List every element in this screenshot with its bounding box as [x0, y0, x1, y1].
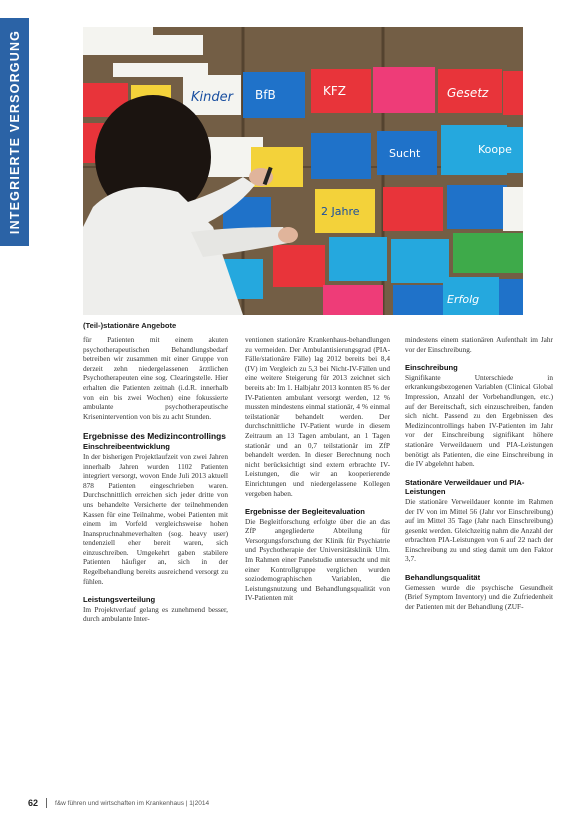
intro-paragraph: für Patienten mit einem akuten psychotherapeutischen Behandlungsbedarf betreiben wir zusammen mit einer Gruppe von derzeit zehn niedergelassenen ärztlichen Psychotherapeuten eine sog. Clearingstelle. Hier erhalten die Patienten zeitnah (i.d.R. innerhalb von ein bis zwei Wochen) eine fokussierte ambulante psychotherapeutische Krisenintervention von bis zu acht Stunden. — [83, 335, 228, 421]
note-koope: Koope — [478, 143, 512, 156]
heading-enrollment: Einschreibeentwicklung — [83, 442, 170, 452]
distribution-paragraph: Im Projektverlauf gelang es zunehmend besser, durch ambulante Inter- — [83, 604, 228, 624]
heading-results: Ergebnisse des Medizincontrollings — [83, 431, 226, 442]
svg-text:BfB — [255, 88, 276, 102]
photo-illustration — [83, 27, 523, 315]
note-sucht: Sucht — [389, 147, 421, 160]
footer-publication: f&w führen und wirtschaften im Krankenhaus | 1|2014 — [55, 799, 210, 807]
svg-text:Gesetz — [447, 86, 489, 100]
svg-text:2 Jahre — [321, 205, 360, 218]
page-number: 62 — [28, 798, 39, 808]
heading-einschreibung: Einschreibung — [405, 363, 458, 373]
ambulant-paragraph: ventionen stationäre Krankenhaus-behandlungen zu vermeiden. Der Ambulantisierungsgrad (PIA-Fälle/stationäre Fälle) lag 2012 bereits bei 8,4 (IV) im Vergleich zu 5,3 bei Nicht-IV-Fällen und eine weitere Steigerung für 2013 zeichnet sich bereits ab: Im 1. Halbjahr 2013 konnten 85 % der IV-Patienten ambulant versorgt werden, 12 % mussten mindestens einmal stationär, 4 % einmal teilstationär behandelt werden. Der durchschnittliche IV-Patient wurde in diesem Zeitraum an 13 Tagen ambulant, an 1 Tagen stationär und an 0,7 teilstationär im ZfP behandelt werden. In dieser Berechnung noch nicht berücksichtigt sind extern erbrachte IV-Leistungen, die wir an kooperierende Einrichtungen und niedergelassene Kollegen vergeben haben. — [245, 335, 390, 498]
evaluation-paragraph: Die Begleitforschung erfolgte über die an das ZfP angegliederte Abteilung für Versorgungsforschung der Klinik für Psychiatrie und Psychotherapie der Universitätsklinik Ulm. Im Rahmen einer Panelstudie untersucht und mit einer Kontrollgruppe verglichen wurden soziodemographischen Variablen, die Leistungsnutzung und Behandlungsqualität von IV-Patienten mit — [245, 516, 390, 603]
heading-verweildauer: Stationäre Verweildauer und PIA-Leistungen — [405, 477, 525, 497]
column-2 — [245, 335, 390, 603]
article-photo — [83, 27, 523, 315]
heading-distribution: Leistungsverteilung — [83, 595, 156, 605]
footer-separator — [46, 798, 47, 808]
note-erfolg: Erfolg — [447, 293, 480, 306]
svg-text:Kinder — [191, 90, 235, 105]
note-kfz: KFZ — [323, 84, 346, 98]
column-3 — [405, 335, 553, 611]
note-2-jahre: 2 Jahre — [321, 205, 360, 218]
section-tab — [0, 18, 29, 246]
heading-behandlungsqualitaet: Behandlungsqualität — [405, 573, 481, 583]
enrollment-paragraph: In der bisherigen Projektlaufzeit von zwei Jahren innerhalb Jahren wurden 1102 Patienten integriert versorgt, wovon Ende Juli 2013 aktuell 878 Patienten eingeschrieben waren. Durchschnittlich erreichen sich jeder dritte von uns behandelte Versicherte der teilnehmenden Kassen für eine Teilnahme, wobei Patienten mit einem im Vorfeld vergleichsweise hohen Inanspruchnahmeverhalten (sog. heavy user) tendenziell eher bereit waren, sich einzuschreiben. Umgekehrt gaben stabilere Patienten häufiger an, sich in der Regelbehandlung bereits ausreichend versorgt zu fühlen. — [83, 451, 228, 586]
stay-intro-paragraph: mindestens einem stationären Aufenthalt im Jahr vor der Einschreibung. — [405, 335, 553, 354]
svg-text:Koope — [478, 143, 512, 156]
section-tab-label: INTEGRIERTE VERSORGUNG — [7, 29, 22, 235]
column-1 — [83, 335, 228, 624]
svg-text:Sucht — [389, 147, 421, 160]
note-gesetz: Gesetz — [447, 86, 489, 100]
svg-text:KFZ — [323, 84, 346, 98]
verweildauer-paragraph: Die stationäre Verweildauer konnte im Rahmen der IV von im Mittel 56 (Jahr vor Einschreibung) auf im Mittel 35 Tage (Jahr nach Einschreibung) gesenkt werden. Gleichzeitig nahm die Anzahl der erbrachten PIA-Leistungen von 6 auf 22 nach der Einschreibung zu und stieg damit um den Faktor 3,7. — [405, 496, 553, 564]
svg-text:Erfolg — [447, 293, 479, 306]
note-bfb: BfB — [255, 88, 276, 102]
behandlungsqualitaet-paragraph: Gemessen wurde die psychische Gesundheit (Brief Symptom Inventory) und die Zufriedenheit der Patienten mit der Behandlung (ZUF- — [405, 582, 553, 611]
heading-evaluation: Ergebnisse der Begleitevaluation — [245, 507, 365, 517]
photo-caption: (Teil-)stationäre Angebote — [83, 321, 177, 330]
note-kinder: Kinder — [191, 90, 233, 105]
page-footer — [28, 796, 209, 810]
einschreibung-paragraph: Signifikante Unterschiede in erkrankungsbezogenen Variablen (Clinical Global Impression, Anzahl der Vorbehandlungen, etc.) auf der Bereitschaft, sich einzuschreiben, fanden sich nicht. Passend zu den Ergebnissen des Medizincontrollings haben IV-Patienten im Jahr vor der Einschreibung signifikant höhere stationäre Verweildauern und PIA-Leistungen benötigt als Patienten, die eine Einschreibung in die IV abgelehnt haben. — [405, 372, 553, 469]
